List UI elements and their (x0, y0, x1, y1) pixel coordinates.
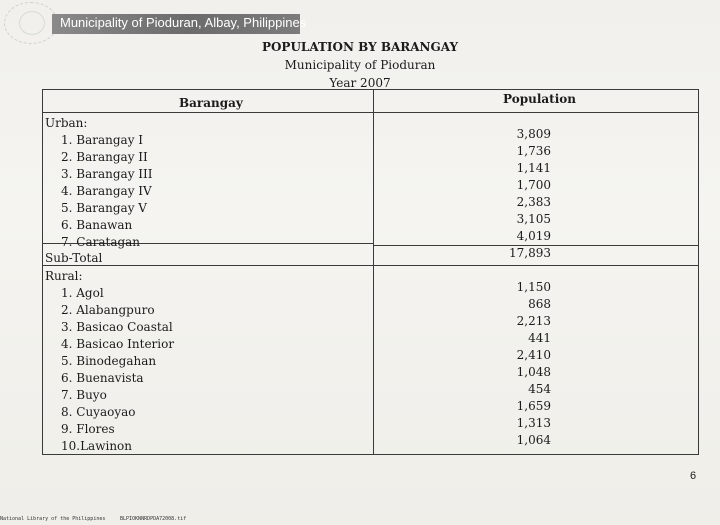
table-row-name: 7. Buyo (61, 388, 107, 402)
table-row-name: 9. Flores (61, 422, 115, 436)
table-row-population: 2,213 (516, 314, 551, 328)
table-row-population: 2,383 (516, 195, 551, 209)
banner-text: Municipality of Pioduran, Albay, Philippines (60, 15, 307, 30)
table-row-population: 3,105 (516, 212, 551, 226)
table-row-population: 1,700 (516, 178, 551, 192)
table-row-name: 2. Alabangpuro (61, 303, 155, 317)
table-row-name: 6. Buenavista (61, 371, 144, 385)
table-row-name: 10.Lawinon (61, 439, 132, 453)
urban-section-label: Urban: (45, 116, 88, 130)
table-row-population: 1,064 (516, 433, 551, 447)
table-row-name: 3. Basicao Coastal (61, 320, 173, 334)
table-row-population: 3,809 (516, 127, 551, 141)
table-row-population: 4,019 (516, 229, 551, 243)
table-row-name: 8. Cuyaoyao (61, 405, 136, 419)
table-row-population: 441 (528, 331, 551, 345)
table-row-name: 7. Caratagan (61, 235, 141, 249)
subtotal-value: 17,893 (509, 246, 551, 260)
table-row-population: 1,141 (516, 161, 551, 175)
column-header-barangay: Barangay (179, 96, 243, 110)
population-table (42, 89, 699, 455)
page-year: Year 2007 (329, 76, 391, 90)
table-row-population: 454 (528, 382, 551, 396)
header-divider (43, 112, 698, 113)
rural-section-label: Rural: (45, 269, 83, 283)
table-row-population: 1,659 (516, 399, 551, 413)
table-row-population: 1,150 (516, 280, 551, 294)
table-row-name: 2. Barangay II (61, 150, 148, 164)
table-row-population: 868 (528, 297, 551, 311)
footer-file-code: BLPIOKNNRDPDA72008.tif (120, 516, 187, 522)
table-row-population: 1,313 (516, 416, 551, 430)
table-row-population: 1,736 (516, 144, 551, 158)
footer-library: National Library of the Philippines (0, 516, 106, 522)
column-divider (373, 90, 374, 454)
municipal-seal-icon (4, 2, 58, 44)
subtotal-label: Sub-Total (45, 251, 103, 265)
table-row-population: 1,048 (516, 365, 551, 379)
seal-inner-ring (19, 11, 45, 35)
table-row-name: 4. Barangay IV (61, 184, 152, 198)
page-title: POPULATION BY BARANGAY (261, 40, 459, 54)
table-row-name: 4. Basicao Interior (61, 337, 175, 351)
table-row-name: 6. Banawan (61, 218, 133, 232)
page-subtitle: Municipality of Pioduran (284, 58, 436, 72)
subtotal-divider (43, 265, 698, 266)
column-header-population: Population (503, 92, 576, 106)
table-row-name: 1. Barangay I (61, 133, 144, 147)
table-row-population: 2,410 (516, 348, 551, 362)
table-row-name: 5. Binodegahan (61, 354, 157, 368)
page-number: 6 (690, 470, 697, 482)
table-row-name: 3. Barangay III (61, 167, 153, 181)
table-row-name: 1. Agol (61, 286, 104, 300)
table-row-name: 5. Barangay V (61, 201, 147, 215)
